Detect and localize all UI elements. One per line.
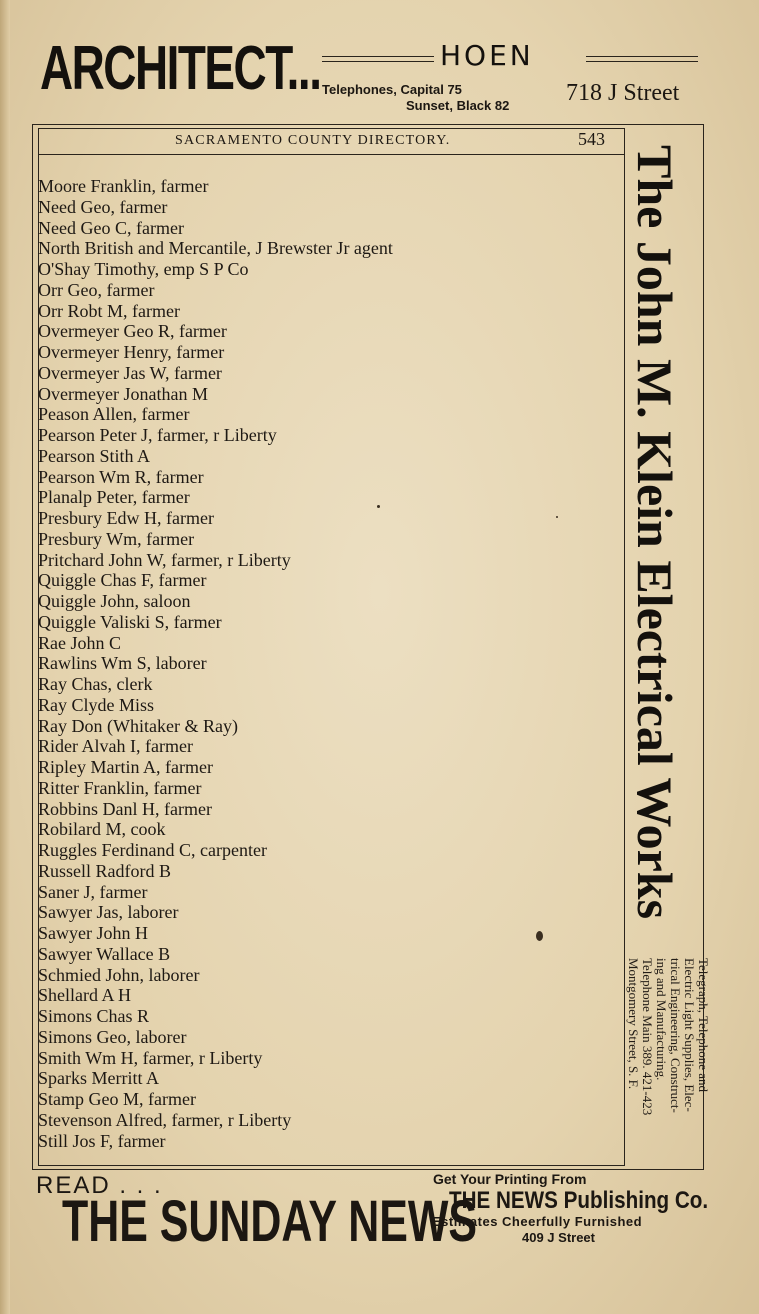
directory-entry: Moore Franklin, farmer — [38, 176, 209, 196]
directory-entry: Presbury Edw H, farmer — [38, 508, 214, 528]
directory-entry: Orr Robt M, farmer — [38, 300, 180, 321]
directory-entry: Russell Radford B — [38, 860, 171, 881]
directory-entry: Pearson Peter J, farmer, r Liberty — [38, 425, 277, 445]
directory-entry: Ray Don (Whitaker & Ray) — [38, 715, 238, 736]
klein-ad-line: ing and Manufacturing. — [654, 958, 669, 1081]
directory-entry: Rawlins Wm S, laborer — [38, 653, 207, 674]
directory-entry: Pearson Wm R, farmer — [38, 466, 204, 487]
directory-entry: Ritter Franklin, farmer — [38, 777, 202, 798]
directory-entry: Peason Allen, farmer — [38, 404, 190, 425]
directory-entry: Orr Geo, farmer — [38, 279, 155, 300]
directory-entry: Simons Geo, laborer — [38, 1026, 187, 1047]
page-number: 543 — [578, 129, 605, 149]
directory-entry: O'Shay Timothy, emp S P Co — [38, 259, 249, 279]
directory-entry: Need Geo C, farmer — [38, 217, 184, 238]
directory-entry: Overmeyer Jonathan M — [38, 383, 208, 404]
directory-entry: Quiggle Chas F, farmer — [38, 570, 207, 591]
directory-entry: Overmeyer Geo R, farmer — [38, 321, 227, 342]
directory-entry: Presbury Wm, farmer — [38, 528, 195, 549]
header-rule — [38, 154, 625, 155]
estimates-line: Estimates Cheerfully Furnished — [432, 1214, 643, 1229]
klein-electrical-works-title: The John M. Klein Electrical Works — [627, 145, 683, 920]
directory-entry: Quiggle John, saloon — [38, 591, 191, 611]
directory-entry: Overmeyer Henry, farmer — [38, 342, 225, 362]
klein-ad-line: Telegraph, Telephone and — [696, 958, 711, 1093]
klein-ad-details — [626, 958, 710, 1115]
directory-entry: Ray Clyde Miss — [38, 694, 155, 715]
directory-entry: North British and Mercantile, J Brewster Jr agent — [38, 238, 393, 259]
get-printing-line: Get Your Printing From — [433, 1171, 587, 1187]
read-label: READ . . . — [36, 1172, 163, 1199]
paper-speck — [556, 516, 558, 518]
directory-entry: Pritchard John W, farmer, r Liberty — [38, 549, 291, 570]
directory-entry: Overmeyer Jas W, farmer — [38, 362, 222, 383]
directory-entry: Still Jos F, farmer — [38, 1130, 166, 1151]
klein-ad-line: trical Engineering, Construct- — [668, 958, 683, 1113]
directory-entry: Planalp Peter, farmer — [38, 487, 190, 508]
directory-entry: Saner J, farmer — [38, 881, 148, 902]
directory-entry: Stamp Geo M, farmer — [38, 1089, 196, 1109]
klein-ad-line: Montgomery Street, S. F. — [626, 958, 641, 1090]
klein-ad-line: Telephone Main 389. 421-423 — [640, 958, 655, 1116]
directory-entry: Sawyer Wallace B — [38, 943, 171, 964]
directory-entry: Ruggles Ferdinand C, carpenter — [38, 840, 267, 860]
directory-entry: Ripley Martin A, farmer — [38, 757, 213, 777]
directory-entry: Rider Alvah I, farmer — [38, 736, 193, 757]
directory-entry: Robilard M, cook — [38, 819, 166, 840]
directory-title: SACRAMENTO COUNTY DIRECTORY. — [175, 133, 451, 148]
page-edge — [0, 0, 10, 1314]
klein-ad-line: Electric Light Supplies, Elec- — [682, 958, 697, 1112]
directory-entry: Rae John C — [38, 632, 121, 653]
hoen-rule-right — [586, 56, 698, 62]
paper-speck — [377, 505, 380, 508]
directory-entry: Quiggle Valiski S, farmer — [38, 611, 222, 632]
directory-entry: Pearson Stith A — [38, 445, 151, 466]
hoen-rule-left — [322, 56, 434, 62]
directory-entry: Shellard A H — [38, 985, 131, 1006]
printing-address: 409 J Street — [522, 1230, 595, 1245]
ink-blot — [536, 931, 543, 941]
directory-entry: Stevenson Alfred, farmer, r Liberty — [38, 1109, 292, 1130]
architect-heading: ARCHITECT... — [40, 34, 321, 103]
news-publishing-co: THE NEWS Publishing Co. — [449, 1187, 709, 1214]
directory-entry: Robbins Danl H, farmer — [38, 798, 212, 819]
directory-entry: Simons Chas R — [38, 1006, 150, 1026]
directory-listing — [38, 176, 618, 1151]
street-address: 718 J Street — [566, 80, 680, 106]
telephones-line-1: Telephones, Capital 75 — [322, 82, 462, 97]
directory-entry: Schmied John, laborer — [38, 964, 200, 985]
directory-entry: Need Geo, farmer — [38, 196, 168, 217]
directory-entry: Smith Wm H, farmer, r Liberty — [38, 1047, 263, 1068]
directory-entry: Sawyer John H — [38, 923, 148, 943]
directory-entry: Sawyer Jas, laborer — [38, 902, 179, 923]
directory-entry: Ray Chas, clerk — [38, 674, 153, 694]
telephones-line-2: Sunset, Black 82 — [406, 98, 510, 113]
directory-entry: Sparks Merritt A — [38, 1068, 159, 1089]
hoen-name: HOEN — [440, 39, 534, 72]
sunday-news-title: THE SUNDAY NEWS — [62, 1189, 477, 1254]
